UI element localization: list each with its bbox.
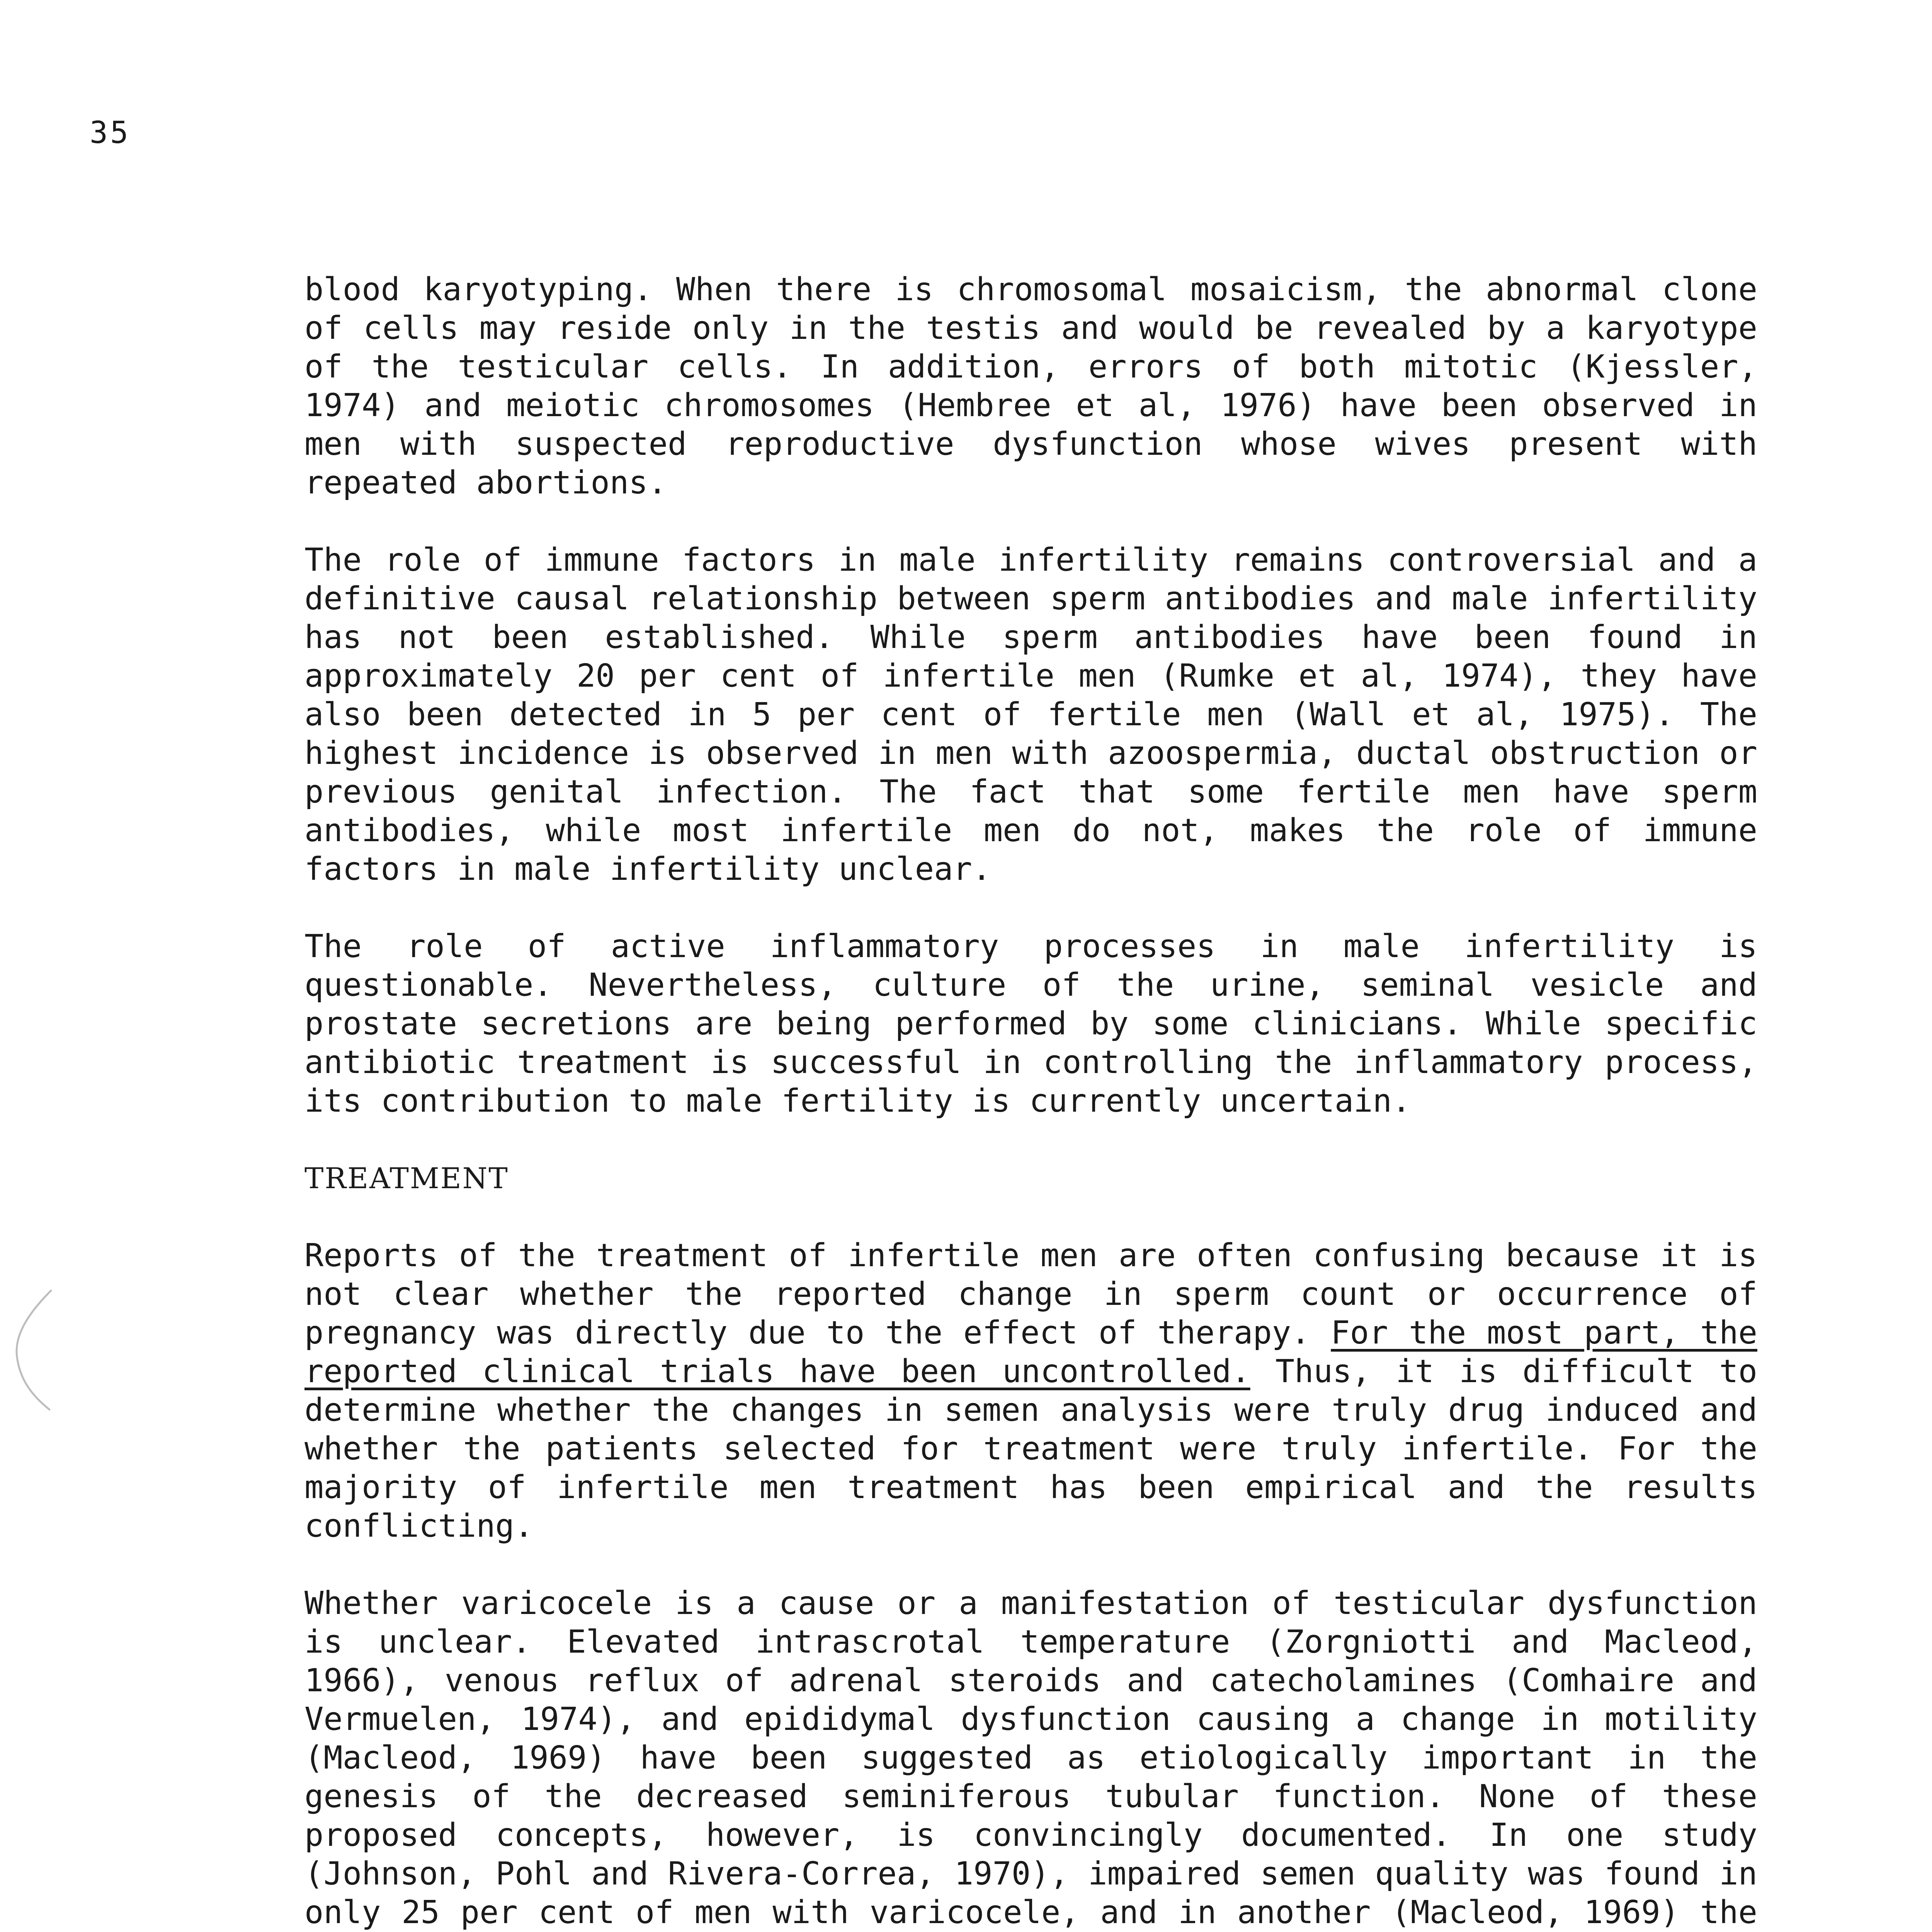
treatment-reports-paragraph: [304, 1236, 1757, 1546]
treatment-heading: TREATMENT: [304, 1162, 509, 1195]
immune-factors-paragraph: The role of immune factors in male infertility remains controversial and a definitive causal relationship between sperm antibodies and male infertility has not been established. While sperm antibodies have been found in approximately 20 per cent of infertile men (Rumke et al, 1974), they have also been detected in 5 per cent of fertile men (Wall et al, 1975). The highest incidence is observed in men with azoospermia, ductal obstruction or previous genital infection. The fact that some fertile men have sperm antibodies, while most infertile men do not, makes the role of immune factors in male infertility unclear.: [304, 542, 1757, 888]
page-number: 35: [90, 116, 131, 150]
inflammatory-processes-paragraph: The role of active inflammatory processes in male infertility is questionable. Nevertheless, culture of the urine, seminal vesicle and prostate secretions are being performed by some clinicians. While specific antibiotic treatment is successful in controlling the inflammatory process, its contribution to male fertility is currently uncertain.: [304, 928, 1757, 1119]
margin-scan-mark: [5, 1287, 59, 1414]
karyotyping-paragraph: blood karyotyping. When there is chromosomal mosaicism, the abnormal clone of cells may reside only in the testis and would be revealed by a karyotype of the testicular cells. In addition, errors of both mitotic (Kjessler, 1974) and meiotic chromosomes (Hembree et al, 1976) have been observed in men with suspected reproductive dysfunction whose wives present with repeated abortions.: [304, 271, 1757, 501]
varicocele-paragraph: Whether varicocele is a cause or a manifestation of testicular dysfunction is unclear. Elevated intrascrotal temperature (Zorgniotti and Macleod, 1966), venous reflux of adrenal steroids and catecholamines (Comhaire and Vermuelen, 1974), and epididymal dysfunction causing a change in motility (Macleod, 1969) have been suggested as etiologically important in the genesis of the decreased seminiferous tubular function. None of these proposed concepts, however, is convincingly documented. In one study (Johnson, Pohl and Rivera-Correa, 1970), impaired semen quality was found in only 25 per cent of men with varicocele, and in another (Macleod, 1969) the: [304, 1585, 1757, 1931]
treatment-paragraph-end: Thus, it is difficult to determine whether the changes in semen analysis were truly drug induced and whether the patients selected for treatment were truly infertile. For the majority of infertile men treatment has been empirical and the results conflicting.: [304, 1353, 1757, 1544]
treatment-paragraph-start: Reports of the treatment of infertile men are often confusing because it is not clear whether the reported change in sperm count or occurrence of pregnancy was directly due to the effect of therapy.: [304, 1237, 1757, 1351]
underlined-clinical-trials-sentence: For the most part, the reported clinical trials have been uncontrolled.: [304, 1315, 1757, 1390]
document-body: [304, 270, 1757, 1932]
